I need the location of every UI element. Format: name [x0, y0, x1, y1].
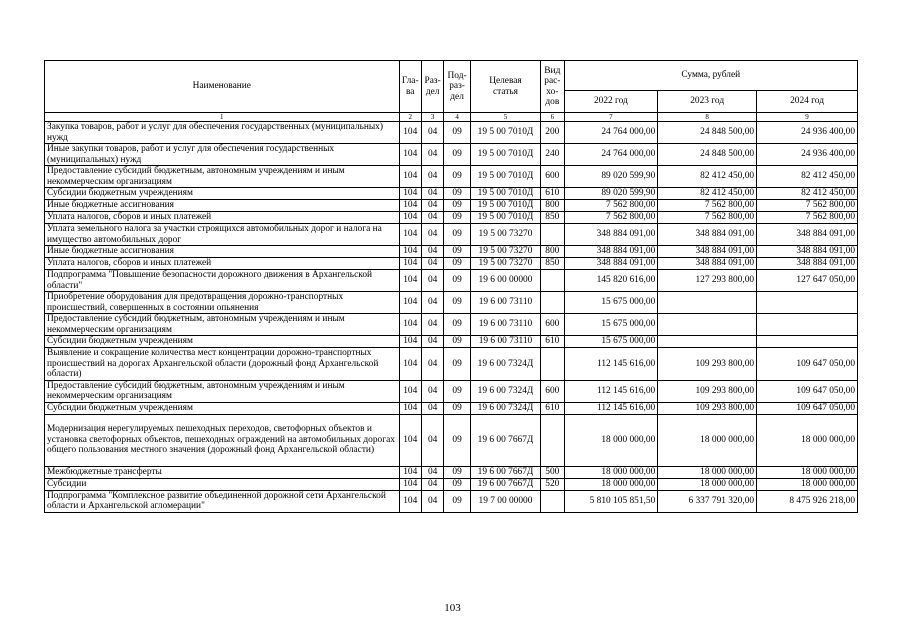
row-amount-2024	[757, 314, 858, 336]
row-amount-2022: 5 810 105 851,50	[564, 490, 658, 512]
row-vid: 600	[541, 166, 564, 188]
row-razdel: 04	[421, 402, 443, 414]
row-tselevaya: 19 6 00 73110	[470, 336, 540, 348]
row-razdel: 04	[421, 144, 443, 166]
row-amount-2024: 18 000 000,00	[757, 414, 858, 466]
row-tselevaya: 19 6 00 7667Д	[470, 414, 540, 466]
row-name: Субсидии бюджетным учреждениям	[45, 336, 400, 348]
row-name: Предоставление субсидий бюджетным, автономным учреждениям и иным некоммерческим организациям	[45, 380, 400, 402]
row-name: Межбюджетные трансферты	[45, 466, 400, 478]
row-razdel: 04	[421, 188, 443, 200]
table-row	[45, 490, 858, 512]
row-glava: 104	[399, 270, 421, 292]
row-amount-2023: 24 848 500,00	[658, 122, 757, 144]
row-razdel: 04	[421, 490, 443, 512]
row-name: Приобретение оборудования для предотвращения дорожно-транспортных происшествий, совершенных в состоянии опьянения	[45, 292, 400, 314]
row-amount-2022: 15 675 000,00	[564, 314, 658, 336]
row-tselevaya: 19 5 00 7010Д	[470, 122, 540, 144]
row-amount-2023: 348 884 091,00	[658, 224, 757, 246]
row-tselevaya: 19 6 00 7667Д	[470, 466, 540, 478]
row-amount-2024	[757, 336, 858, 348]
row-amount-2024: 82 412 450,00	[757, 188, 858, 200]
row-podrazdel: 09	[444, 380, 470, 402]
row-razdel: 04	[421, 478, 443, 490]
row-amount-2024	[757, 292, 858, 314]
row-tselevaya: 19 7 00 00000	[470, 490, 540, 512]
row-razdel: 04	[421, 246, 443, 258]
table-row	[45, 258, 858, 270]
row-tselevaya: 19 6 00 00000	[470, 270, 540, 292]
column-number: 8	[658, 113, 757, 122]
row-tselevaya: 19 5 00 7010Д	[470, 200, 540, 212]
row-vid	[541, 490, 564, 512]
table-row	[45, 336, 858, 348]
row-name: Предоставление субсидий бюджетным, автономным учреждениям и иным некоммерческим организациям	[45, 314, 400, 336]
table-row	[45, 270, 858, 292]
row-glava: 104	[399, 314, 421, 336]
row-glava: 104	[399, 122, 421, 144]
table-row	[45, 166, 858, 188]
row-amount-2022: 7 562 800,00	[564, 200, 658, 212]
row-glava: 104	[399, 348, 421, 381]
row-vid: 800	[541, 246, 564, 258]
row-amount-2022: 348 884 091,00	[564, 258, 658, 270]
header-year-2023: 2023 год	[658, 91, 757, 113]
row-amount-2023: 109 293 800,00	[658, 402, 757, 414]
row-podrazdel: 09	[444, 212, 470, 224]
row-name: Уплата налогов, сборов и иных платежей	[45, 258, 400, 270]
row-glava: 104	[399, 258, 421, 270]
row-podrazdel: 09	[444, 314, 470, 336]
page-number: 103	[444, 602, 461, 614]
row-amount-2024: 348 884 091,00	[757, 258, 858, 270]
header-glava: Гла- ва	[399, 61, 421, 113]
row-vid	[541, 292, 564, 314]
row-name: Иные бюджетные ассигнования	[45, 200, 400, 212]
row-glava: 104	[399, 478, 421, 490]
row-razdel: 04	[421, 258, 443, 270]
column-number-row	[45, 113, 858, 122]
row-glava: 104	[399, 144, 421, 166]
row-amount-2023: 109 293 800,00	[658, 348, 757, 381]
row-glava: 104	[399, 200, 421, 212]
row-tselevaya: 19 6 00 73110	[470, 292, 540, 314]
table-row	[45, 224, 858, 246]
row-razdel: 04	[421, 166, 443, 188]
row-podrazdel: 09	[444, 414, 470, 466]
row-amount-2023: 348 884 091,00	[658, 258, 757, 270]
row-glava: 104	[399, 224, 421, 246]
row-tselevaya: 19 5 00 7010Д	[470, 212, 540, 224]
row-tselevaya: 19 6 00 7324Д	[470, 402, 540, 414]
row-podrazdel: 09	[444, 478, 470, 490]
header-year-2022: 2022 год	[564, 91, 658, 113]
row-name: Иные бюджетные ассигнования	[45, 246, 400, 258]
row-amount-2022: 89 020 599,90	[564, 166, 658, 188]
row-tselevaya: 19 5 00 73270	[470, 246, 540, 258]
row-tselevaya: 19 6 00 7324Д	[470, 380, 540, 402]
row-name: Уплата налогов, сборов и иных платежей	[45, 212, 400, 224]
row-amount-2024: 24 936 400,00	[757, 122, 858, 144]
row-razdel: 04	[421, 414, 443, 466]
row-amount-2022: 18 000 000,00	[564, 466, 658, 478]
row-amount-2024: 109 647 050,00	[757, 402, 858, 414]
row-glava: 104	[399, 402, 421, 414]
row-amount-2024: 7 562 800,00	[757, 200, 858, 212]
row-amount-2022: 348 884 091,00	[564, 246, 658, 258]
row-vid: 600	[541, 380, 564, 402]
table-row	[45, 292, 858, 314]
row-amount-2023	[658, 292, 757, 314]
row-glava: 104	[399, 466, 421, 478]
row-amount-2024: 18 000 000,00	[757, 478, 858, 490]
row-glava: 104	[399, 188, 421, 200]
row-amount-2023	[658, 336, 757, 348]
row-podrazdel: 09	[444, 490, 470, 512]
row-amount-2024: 348 884 091,00	[757, 224, 858, 246]
row-name: Субсидии бюджетным учреждениям	[45, 188, 400, 200]
row-amount-2023: 18 000 000,00	[658, 466, 757, 478]
row-tselevaya: 19 5 00 7010Д	[470, 144, 540, 166]
row-amount-2023: 109 293 800,00	[658, 380, 757, 402]
row-amount-2023: 18 000 000,00	[658, 414, 757, 466]
row-name: Иные закупки товаров, работ и услуг для обеспечения государственных (муниципальных) нужд	[45, 144, 400, 166]
row-amount-2023	[658, 314, 757, 336]
table-row	[45, 122, 858, 144]
row-name: Субсидии	[45, 478, 400, 490]
row-amount-2022: 348 884 091,00	[564, 224, 658, 246]
header-podrazdel: Под- раз- дел	[444, 61, 470, 113]
row-amount-2024: 82 412 450,00	[757, 166, 858, 188]
row-glava: 104	[399, 212, 421, 224]
row-vid	[541, 270, 564, 292]
row-vid: 600	[541, 314, 564, 336]
row-vid	[541, 348, 564, 381]
row-vid: 850	[541, 212, 564, 224]
header-tselevaya: Целевая статья	[470, 61, 540, 113]
row-amount-2023: 7 562 800,00	[658, 212, 757, 224]
row-amount-2022: 18 000 000,00	[564, 478, 658, 490]
row-amount-2022: 112 145 616,00	[564, 348, 658, 381]
row-glava: 104	[399, 380, 421, 402]
row-glava: 104	[399, 336, 421, 348]
table-row	[45, 478, 858, 490]
row-amount-2024: 24 936 400,00	[757, 144, 858, 166]
column-number: 4	[444, 113, 470, 122]
row-tselevaya: 19 6 00 7667Д	[470, 478, 540, 490]
row-amount-2024: 8 475 926 218,00	[757, 490, 858, 512]
row-glava: 104	[399, 490, 421, 512]
header-razdel: Раз- дел	[421, 61, 443, 113]
row-amount-2023: 348 884 091,00	[658, 246, 757, 258]
table-row	[45, 212, 858, 224]
row-amount-2022: 24 764 000,00	[564, 144, 658, 166]
row-vid: 610	[541, 402, 564, 414]
column-number: 2	[399, 113, 421, 122]
row-podrazdel: 09	[444, 166, 470, 188]
column-number: 9	[757, 113, 858, 122]
row-razdel: 04	[421, 292, 443, 314]
table-row	[45, 314, 858, 336]
row-podrazdel: 09	[444, 402, 470, 414]
column-number: 7	[564, 113, 658, 122]
column-number: 1	[45, 113, 400, 122]
row-amount-2022: 112 145 616,00	[564, 402, 658, 414]
header-name: Наименование	[45, 61, 400, 113]
row-amount-2023: 127 293 800,00	[658, 270, 757, 292]
table-row	[45, 414, 858, 466]
row-vid: 240	[541, 144, 564, 166]
column-number: 6	[541, 113, 564, 122]
row-amount-2022: 89 020 599,90	[564, 188, 658, 200]
row-amount-2024: 109 647 050,00	[757, 380, 858, 402]
row-amount-2024: 127 647 050,00	[757, 270, 858, 292]
row-vid	[541, 414, 564, 466]
row-podrazdel: 09	[444, 122, 470, 144]
row-podrazdel: 09	[444, 292, 470, 314]
budget-table	[44, 60, 858, 513]
column-number: 5	[470, 113, 540, 122]
row-tselevaya: 19 5 00 73270	[470, 224, 540, 246]
column-number: 3	[421, 113, 443, 122]
row-podrazdel: 09	[444, 144, 470, 166]
table-row	[45, 402, 858, 414]
row-razdel: 04	[421, 212, 443, 224]
row-name: Предоставление субсидий бюджетным, автономным учреждениям и иным некоммерческим организациям	[45, 166, 400, 188]
table-row	[45, 380, 858, 402]
row-tselevaya: 19 5 00 73270	[470, 258, 540, 270]
row-amount-2023: 7 562 800,00	[658, 200, 757, 212]
row-amount-2024: 109 647 050,00	[757, 348, 858, 381]
row-name: Подпрограмма "Комплексное развитие объединенной дорожной сети Архангельской области и Архангельской агломерации"	[45, 490, 400, 512]
row-glava: 104	[399, 166, 421, 188]
row-amount-2024: 348 884 091,00	[757, 246, 858, 258]
header-vid: Вид рас- хо- дов	[541, 61, 564, 113]
row-razdel: 04	[421, 270, 443, 292]
table-row	[45, 188, 858, 200]
row-amount-2023: 82 412 450,00	[658, 188, 757, 200]
row-tselevaya: 19 6 00 7324Д	[470, 348, 540, 381]
row-glava: 104	[399, 246, 421, 258]
row-tselevaya: 19 5 00 7010Д	[470, 166, 540, 188]
header-year-2024: 2024 год	[757, 91, 858, 113]
row-amount-2023: 6 337 791 320,00	[658, 490, 757, 512]
row-amount-2023: 18 000 000,00	[658, 478, 757, 490]
header-summa: Сумма, рублей	[564, 61, 857, 91]
row-razdel: 04	[421, 466, 443, 478]
row-razdel: 04	[421, 380, 443, 402]
row-amount-2022: 15 675 000,00	[564, 292, 658, 314]
row-name: Подпрограмма "Повышение безопасности дорожного движения в Архангельской области"	[45, 270, 400, 292]
row-podrazdel: 09	[444, 336, 470, 348]
row-razdel: 04	[421, 224, 443, 246]
row-podrazdel: 09	[444, 224, 470, 246]
row-vid	[541, 224, 564, 246]
row-glava: 104	[399, 292, 421, 314]
table-row	[45, 246, 858, 258]
row-vid: 850	[541, 258, 564, 270]
row-amount-2022: 7 562 800,00	[564, 212, 658, 224]
row-name: Закупка товаров, работ и услуг для обеспечения государственных (муниципальных) нужд	[45, 122, 400, 144]
row-tselevaya: 19 5 00 7010Д	[470, 188, 540, 200]
row-podrazdel: 09	[444, 200, 470, 212]
row-amount-2022: 15 675 000,00	[564, 336, 658, 348]
row-razdel: 04	[421, 314, 443, 336]
row-podrazdel: 09	[444, 466, 470, 478]
row-razdel: 04	[421, 336, 443, 348]
row-amount-2022: 112 145 616,00	[564, 380, 658, 402]
row-amount-2022: 145 820 616,00	[564, 270, 658, 292]
row-glava: 104	[399, 414, 421, 466]
row-podrazdel: 09	[444, 348, 470, 381]
row-vid: 610	[541, 336, 564, 348]
row-tselevaya: 19 6 00 73110	[470, 314, 540, 336]
row-podrazdel: 09	[444, 246, 470, 258]
row-razdel: 04	[421, 348, 443, 381]
row-amount-2023: 82 412 450,00	[658, 166, 757, 188]
row-amount-2023: 24 848 500,00	[658, 144, 757, 166]
table-body	[45, 122, 858, 513]
row-amount-2024: 7 562 800,00	[757, 212, 858, 224]
row-podrazdel: 09	[444, 270, 470, 292]
row-vid: 500	[541, 466, 564, 478]
row-amount-2024: 18 000 000,00	[757, 466, 858, 478]
row-vid: 610	[541, 188, 564, 200]
table-row	[45, 200, 858, 212]
row-vid: 800	[541, 200, 564, 212]
row-vid: 200	[541, 122, 564, 144]
row-vid: 520	[541, 478, 564, 490]
row-amount-2022: 18 000 000,00	[564, 414, 658, 466]
row-podrazdel: 09	[444, 258, 470, 270]
row-razdel: 04	[421, 200, 443, 212]
row-name: Выявление и сокращение количества мест концентрации дорожно-транспортных происшествий на дорогах Архангельской области (дорожный фонд Архангельской области)	[45, 348, 400, 381]
row-amount-2022: 24 764 000,00	[564, 122, 658, 144]
row-name: Модернизация нерегулируемых пешеходных переходов, светофорных объектов и установка светофорных объектов, пешеходных ограждений на автомобильных дорогах общего пользования местного значения (дорожный фонд Архангельской области)	[45, 414, 400, 466]
row-podrazdel: 09	[444, 188, 470, 200]
row-razdel: 04	[421, 122, 443, 144]
row-name: Субсидии бюджетным учреждениям	[45, 402, 400, 414]
row-name: Уплата земельного налога за участки строящихся автомобильных дорог и налога на имущество автомобильных дорог	[45, 224, 400, 246]
table-header	[45, 61, 858, 122]
table-row	[45, 466, 858, 478]
table-row	[45, 144, 858, 166]
table-row	[45, 348, 858, 381]
